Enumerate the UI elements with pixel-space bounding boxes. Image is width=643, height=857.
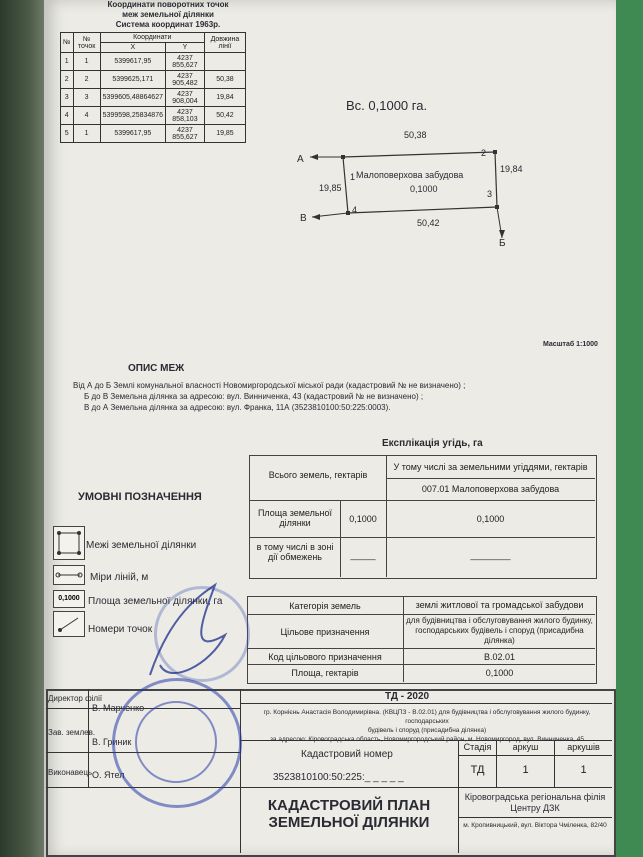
bounds-title: ОПИС МЕЖ: [128, 363, 185, 374]
col-coords: Координати: [100, 33, 204, 43]
restriction-incl-value: ________: [470, 550, 511, 560]
client-line: гр. Корнієнь Анастасія Володимирівна. (КВЦПЗ - В.02.01) для будівництва і обслуговування жилого будинку, господарських: [263, 709, 591, 725]
point-label: 4: [352, 205, 358, 215]
line-length-top: 50,38: [404, 130, 427, 140]
parcel-area: 0,1000: [410, 184, 438, 194]
table-row: 4 4 5399598,25834876 4237 858,103 50,42: [61, 107, 246, 125]
area-value: 0,1000: [485, 668, 514, 678]
stage-label: Стадія: [463, 742, 492, 752]
col-len: Довжина лінії: [204, 33, 245, 53]
document-title-line: КАДАСТРОВИЙ ПЛАН: [267, 797, 431, 814]
table-divider: [247, 648, 595, 649]
point-label: 3: [487, 189, 493, 199]
table-divider: [403, 596, 404, 682]
line-length-bottom: 50,42: [417, 218, 440, 228]
bounds-line: В до А Земельна ділянка за адресою: вул. Франка, 11А (3523810100:50:225:0003).: [84, 403, 391, 412]
organization-line: Кіровоградська регіональна філія: [464, 792, 606, 802]
area-total-label: Вс. 0,1000 га.: [346, 98, 428, 113]
legend-title: УМОВНІ ПОЗНАЧЕННЯ: [78, 491, 202, 503]
person-name: О. Ятел: [92, 770, 125, 780]
table-divider: [247, 614, 595, 615]
restriction-label: в тому числі в зоні дії обмежень: [256, 542, 334, 562]
bounds-description: [73, 380, 465, 413]
vertex-marker: [493, 150, 497, 154]
boundary-line: [343, 152, 495, 157]
official-seal: [112, 678, 242, 808]
role-label: Зав. землев.: [48, 728, 96, 737]
vertex-marker: [341, 155, 345, 159]
arrow-head: [312, 214, 320, 220]
boundary-symbol-icon: [53, 526, 85, 560]
coords-title-line: Координати поворотних точок: [107, 0, 229, 9]
col-x: X: [100, 43, 165, 53]
legend-item-area: Площа земельної ділянки, га: [88, 596, 223, 607]
table-row: 3 3 5399605,48864627 4237 908,004 19,84: [61, 89, 246, 107]
client-line: будівель і споруд (присадибна ділянка): [367, 727, 487, 734]
table-divider: [458, 817, 612, 818]
restriction-total-value: _____: [350, 550, 376, 560]
incl-label: У тому числі за земельними угіддями, гектарів: [393, 462, 588, 472]
sheet-value: 1: [522, 764, 529, 776]
point-label: 1: [350, 172, 356, 182]
coords-title-line: меж земельної ділянки: [122, 10, 214, 19]
table-divider: [386, 478, 595, 479]
point-number-icon: [53, 611, 85, 637]
boundary-line: [495, 152, 497, 207]
coords-title: [88, 0, 248, 30]
sheet-label: аркуш: [512, 742, 539, 752]
direction-label: Б: [499, 238, 506, 249]
line-measure-icon: [53, 565, 85, 585]
explication-title: Експлікація угідь, га: [382, 438, 483, 449]
client-address: за адресою: Кіровоградська область, Новомиргородський район, м. Новомиргород, вул. Винниченка, 45: [269, 736, 585, 743]
vertex-marker: [495, 205, 499, 209]
area-sample-icon: 0,1000: [53, 590, 85, 608]
scale-label: Масштаб 1:1000: [543, 341, 598, 348]
table-divider: [249, 537, 595, 538]
area-incl-value: 0,1000: [476, 514, 505, 524]
organization-line: Центру ДЗК: [510, 803, 560, 813]
col-point: № точок: [73, 33, 100, 53]
total-label: Всього земель, гектарів: [268, 470, 368, 480]
coordinates-table: [60, 32, 246, 143]
table-divider: [458, 755, 612, 756]
person-name: В. Марченко: [92, 703, 145, 713]
table-divider: [340, 500, 341, 577]
person-name: В. Гриник: [92, 737, 132, 747]
table-row: 1 1 5399617,95 4237 855,627: [61, 53, 246, 71]
purpose-value: для будівництва і обслуговування жилого будинку, господарських будівель і споруд (присадибна ділянка): [406, 616, 593, 645]
vertex-marker: [346, 211, 350, 215]
purpose-code-value: В.02.01: [483, 652, 516, 662]
organization-address: м. Кропивницький, вул. Віктора Чміленка, 82/40: [463, 822, 607, 829]
cadastral-label: Кадастровий номер: [301, 749, 393, 760]
document-title-line: ЗЕМЕЛЬНОЇ ДІЛЯНКИ: [268, 814, 430, 831]
sheets-label: аркушів: [567, 742, 600, 752]
col-y: Y: [165, 43, 204, 53]
area-label: Площа земельної ділянки: [257, 508, 333, 528]
area-total-value: 0,1000: [349, 514, 377, 524]
legend-item-boundary: Межі земельної ділянки: [86, 540, 197, 551]
arrow-head: [310, 154, 318, 160]
organization: [460, 792, 610, 814]
role-label: Виконавець: [48, 768, 93, 777]
line-length-left: 19,85: [319, 183, 342, 193]
table-divider: [240, 703, 612, 704]
table-row: 5 1 5399617,95 4237 855,627 19,85: [61, 125, 246, 143]
document-title: [240, 797, 458, 831]
sheets-value: 1: [580, 764, 587, 776]
td-label: ТД - 2020: [385, 691, 430, 702]
land-code-label: 007.01 Малоповерхова забудова: [421, 484, 560, 494]
arrow-head: [499, 230, 505, 238]
signature-mark: [130, 575, 250, 695]
boundary-line: [343, 157, 348, 213]
parcel-name: Малоповерхова забудова: [356, 170, 464, 180]
category-value: землі житлової та громадської забудови: [415, 600, 584, 610]
boundary-line: [348, 207, 497, 213]
line-length-right: 19,84: [500, 164, 523, 174]
table-row: 2 2 5399625,171 4237 905,482 50,38: [61, 71, 246, 89]
direction-label: А: [297, 154, 304, 165]
point-label: 2: [481, 148, 487, 158]
category-key: Категорія земель: [289, 601, 361, 611]
coords-title-line: Система координат 1963р.: [115, 20, 221, 29]
client-info: [244, 708, 610, 744]
bounds-line: Б до В Земельна ділянка за адресою: вул. Винниченка, 43 (кадастровий № не визначено) ;: [84, 392, 424, 401]
legend-item-points: Номери точок: [88, 624, 153, 635]
purpose-code-key: Код цільового призначення: [268, 652, 382, 662]
background-edge: [616, 0, 643, 857]
table-divider: [249, 500, 595, 501]
table-divider: [458, 740, 459, 853]
col-no: №: [61, 33, 74, 53]
direction-label: В: [300, 213, 307, 224]
table-divider: [247, 664, 595, 665]
table-divider: [386, 455, 387, 577]
cadastral-number: 3523810100:50:225:_ _ _ _ _: [273, 772, 404, 783]
bounds-line: Від А до Б Землі комунальної власності Новомиргородської міської ради (кадастровий № не визначено) ;: [73, 381, 466, 390]
legend-item-lengths: Міри ліній, м: [90, 572, 149, 583]
role-label: Директор філії: [48, 694, 103, 703]
stage-value: ТД: [470, 764, 485, 776]
purpose-key: Цільове призначення: [280, 627, 370, 637]
area-key: Площа, гектарів: [291, 668, 359, 678]
